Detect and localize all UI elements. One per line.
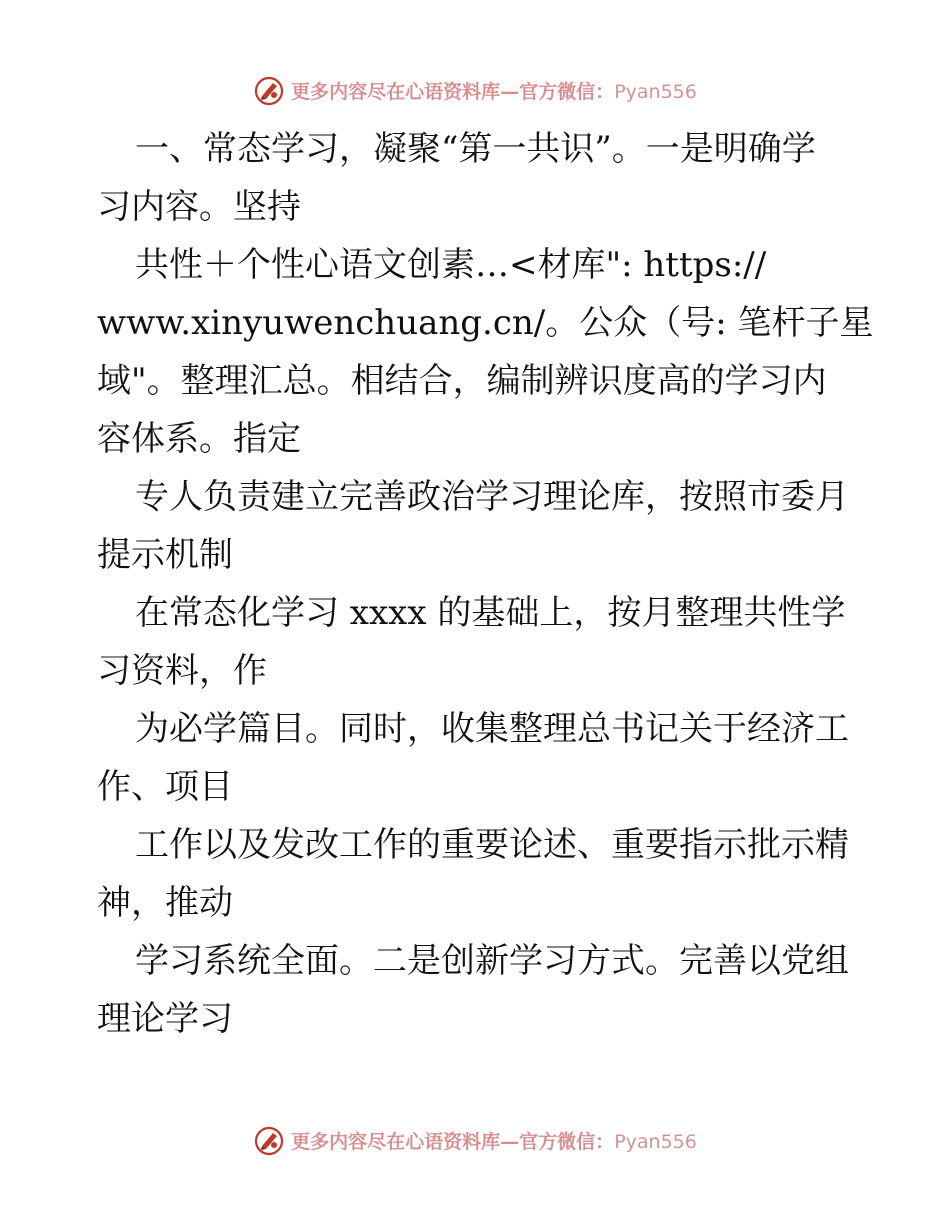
header-banner-sub: 官方微信： (519, 80, 615, 103)
paragraph-line: 域"。整理汇总。相结合，编制辨识度高的学习内 (97, 361, 827, 401)
header-banner-main: 更多内容尽在心语资料库 (291, 80, 501, 103)
footer-banner-sub: 官方微信： (519, 1130, 615, 1153)
pen-logo-icon (253, 1124, 285, 1156)
paragraph-line: 专人负责建立完善政治学习理论库，按照市委月 (135, 477, 849, 517)
header-banner-dash: — (500, 80, 520, 103)
paragraph-line: 容体系。指定 (97, 419, 301, 459)
footer-banner-id: Pyan556 (614, 1130, 697, 1153)
document-body (97, 120, 874, 1048)
paragraph-line: 在常态化学习 xxxx 的基础上，按月整理共性学 (135, 593, 846, 633)
footer-banner (253, 1124, 697, 1156)
footer-banner-dash: — (500, 1130, 520, 1153)
paragraph-line: 提示机制 (97, 535, 233, 575)
header-banner (253, 74, 697, 106)
paragraph-line: 作、项目 (97, 767, 233, 807)
page-header (0, 70, 950, 110)
footer-banner-main: 更多内容尽在心语资料库 (291, 1130, 501, 1153)
paragraph-line: 学习系统全面。二是创新学习方式。完善以党组 (135, 941, 849, 981)
paragraph-line: 工作以及发改工作的重要论述、重要指示批示精 (135, 825, 849, 865)
footer-banner-text (291, 1127, 697, 1154)
paragraph-line: 理论学习 (97, 999, 233, 1039)
paragraph-line: 神，推动 (97, 883, 233, 923)
pen-logo-icon (253, 74, 285, 106)
header-banner-text (291, 77, 697, 104)
paragraph-line: 共性＋个性心语文创素…<材库": https:// (135, 245, 767, 285)
page-footer (0, 1120, 950, 1160)
paragraph-line: 一、常态学习，凝聚“第一共识”。一是明确学 (135, 129, 816, 169)
paragraph-line: 习内容。坚持 (97, 187, 301, 227)
paragraph-line: 习资料，作 (97, 651, 267, 691)
paragraph-line: www.xinyuwenchuang.cn/。公众（号: 笔杆子星 (97, 303, 874, 343)
header-banner-id: Pyan556 (614, 80, 697, 103)
paragraph-line: 为必学篇目。同时，收集整理总书记关于经济工 (135, 709, 849, 749)
